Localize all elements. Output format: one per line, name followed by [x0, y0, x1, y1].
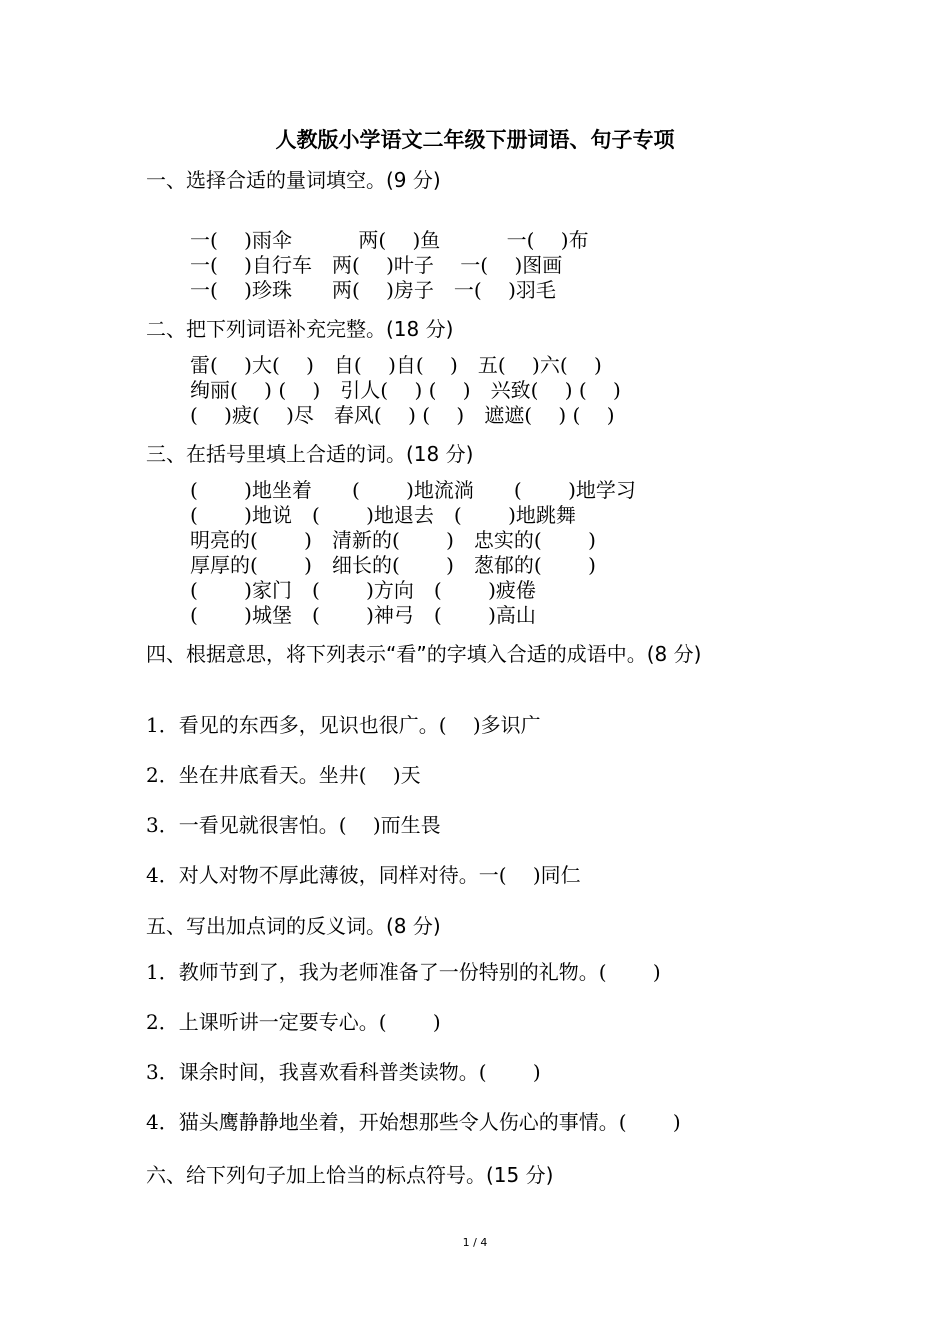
page-title: 人教版小学语文二年级下册词语、句子专项 — [275, 128, 675, 152]
section-2-line-3: ( )疲( )尽 春风( ) ( ) 遮遮( ) ( ) — [190, 403, 615, 427]
section-3-line-3: 明亮的( ) 清新的( ) 忠实的( ) — [190, 528, 596, 552]
section-heading-4: 四、根据意思，将下列表示“看”的字填入合适的成语中。(8 分) — [146, 642, 702, 666]
section-heading-1: 一、选择合适的量词填空。(9 分) — [146, 168, 441, 192]
section-3-line-1: ( )地坐着 ( )地流淌 ( )地学习 — [190, 478, 636, 502]
section-4-item-2: 2．坐在井底看天。坐井( )天 — [146, 763, 421, 787]
page-number: 1 / 4 — [462, 1236, 488, 1249]
section-heading-5: 五、写出加点词的反义词。(8 分) — [146, 914, 441, 938]
section-2-line-1: 雷( )大( ) 自( )自( ) 五( )六( ) — [190, 353, 602, 377]
section-3-line-5: ( )家门 ( )方向 ( )疲倦 — [190, 578, 536, 602]
section-3-line-4: 厚厚的( ) 细长的( ) 葱郁的( ) — [190, 553, 596, 577]
section-4-item-3: 3．一看见就很害怕。( )而生畏 — [146, 813, 441, 837]
section-5-item-4: 4．猫头鹰静静地坐着，开始想那些令人伤心的事情。( ) — [146, 1110, 681, 1134]
section-1-line-1: 一( )雨伞 两( )鱼 一( )布 — [190, 228, 589, 252]
section-heading-2: 二、把下列词语补充完整。(18 分) — [146, 317, 454, 341]
section-4-item-1: 1．看见的东西多，见识也很广。( )多识广 — [146, 713, 541, 737]
section-2-line-2: 绚丽( ) ( ) 引人( ) ( ) 兴致( ) ( ) — [190, 378, 621, 402]
section-5-item-1: 1．教师节到了，我为老师准备了一份特别的礼物。( ) — [146, 960, 661, 984]
section-4-item-4: 4．对人对物不厚此薄彼，同样对待。一( )同仁 — [146, 863, 581, 887]
section-3-line-2: ( )地说 ( )地退去 ( )地跳舞 — [190, 503, 576, 527]
section-5-item-2: 2．上课听讲一定要专心。( ) — [146, 1010, 441, 1034]
section-1-line-2: 一( )自行车 两( )叶子 一( )图画 — [190, 253, 563, 277]
section-heading-6: 六、给下列句子加上恰当的标点符号。(15 分) — [146, 1163, 554, 1187]
section-3-line-6: ( )城堡 ( )神弓 ( )高山 — [190, 603, 536, 627]
section-1-line-3: 一( )珍珠 两( )房子 一( )羽毛 — [190, 278, 556, 302]
section-5-item-3: 3．课余时间，我喜欢看科普类读物。( ) — [146, 1060, 541, 1084]
section-heading-3: 三、在括号里填上合适的词。(18 分) — [146, 442, 474, 466]
